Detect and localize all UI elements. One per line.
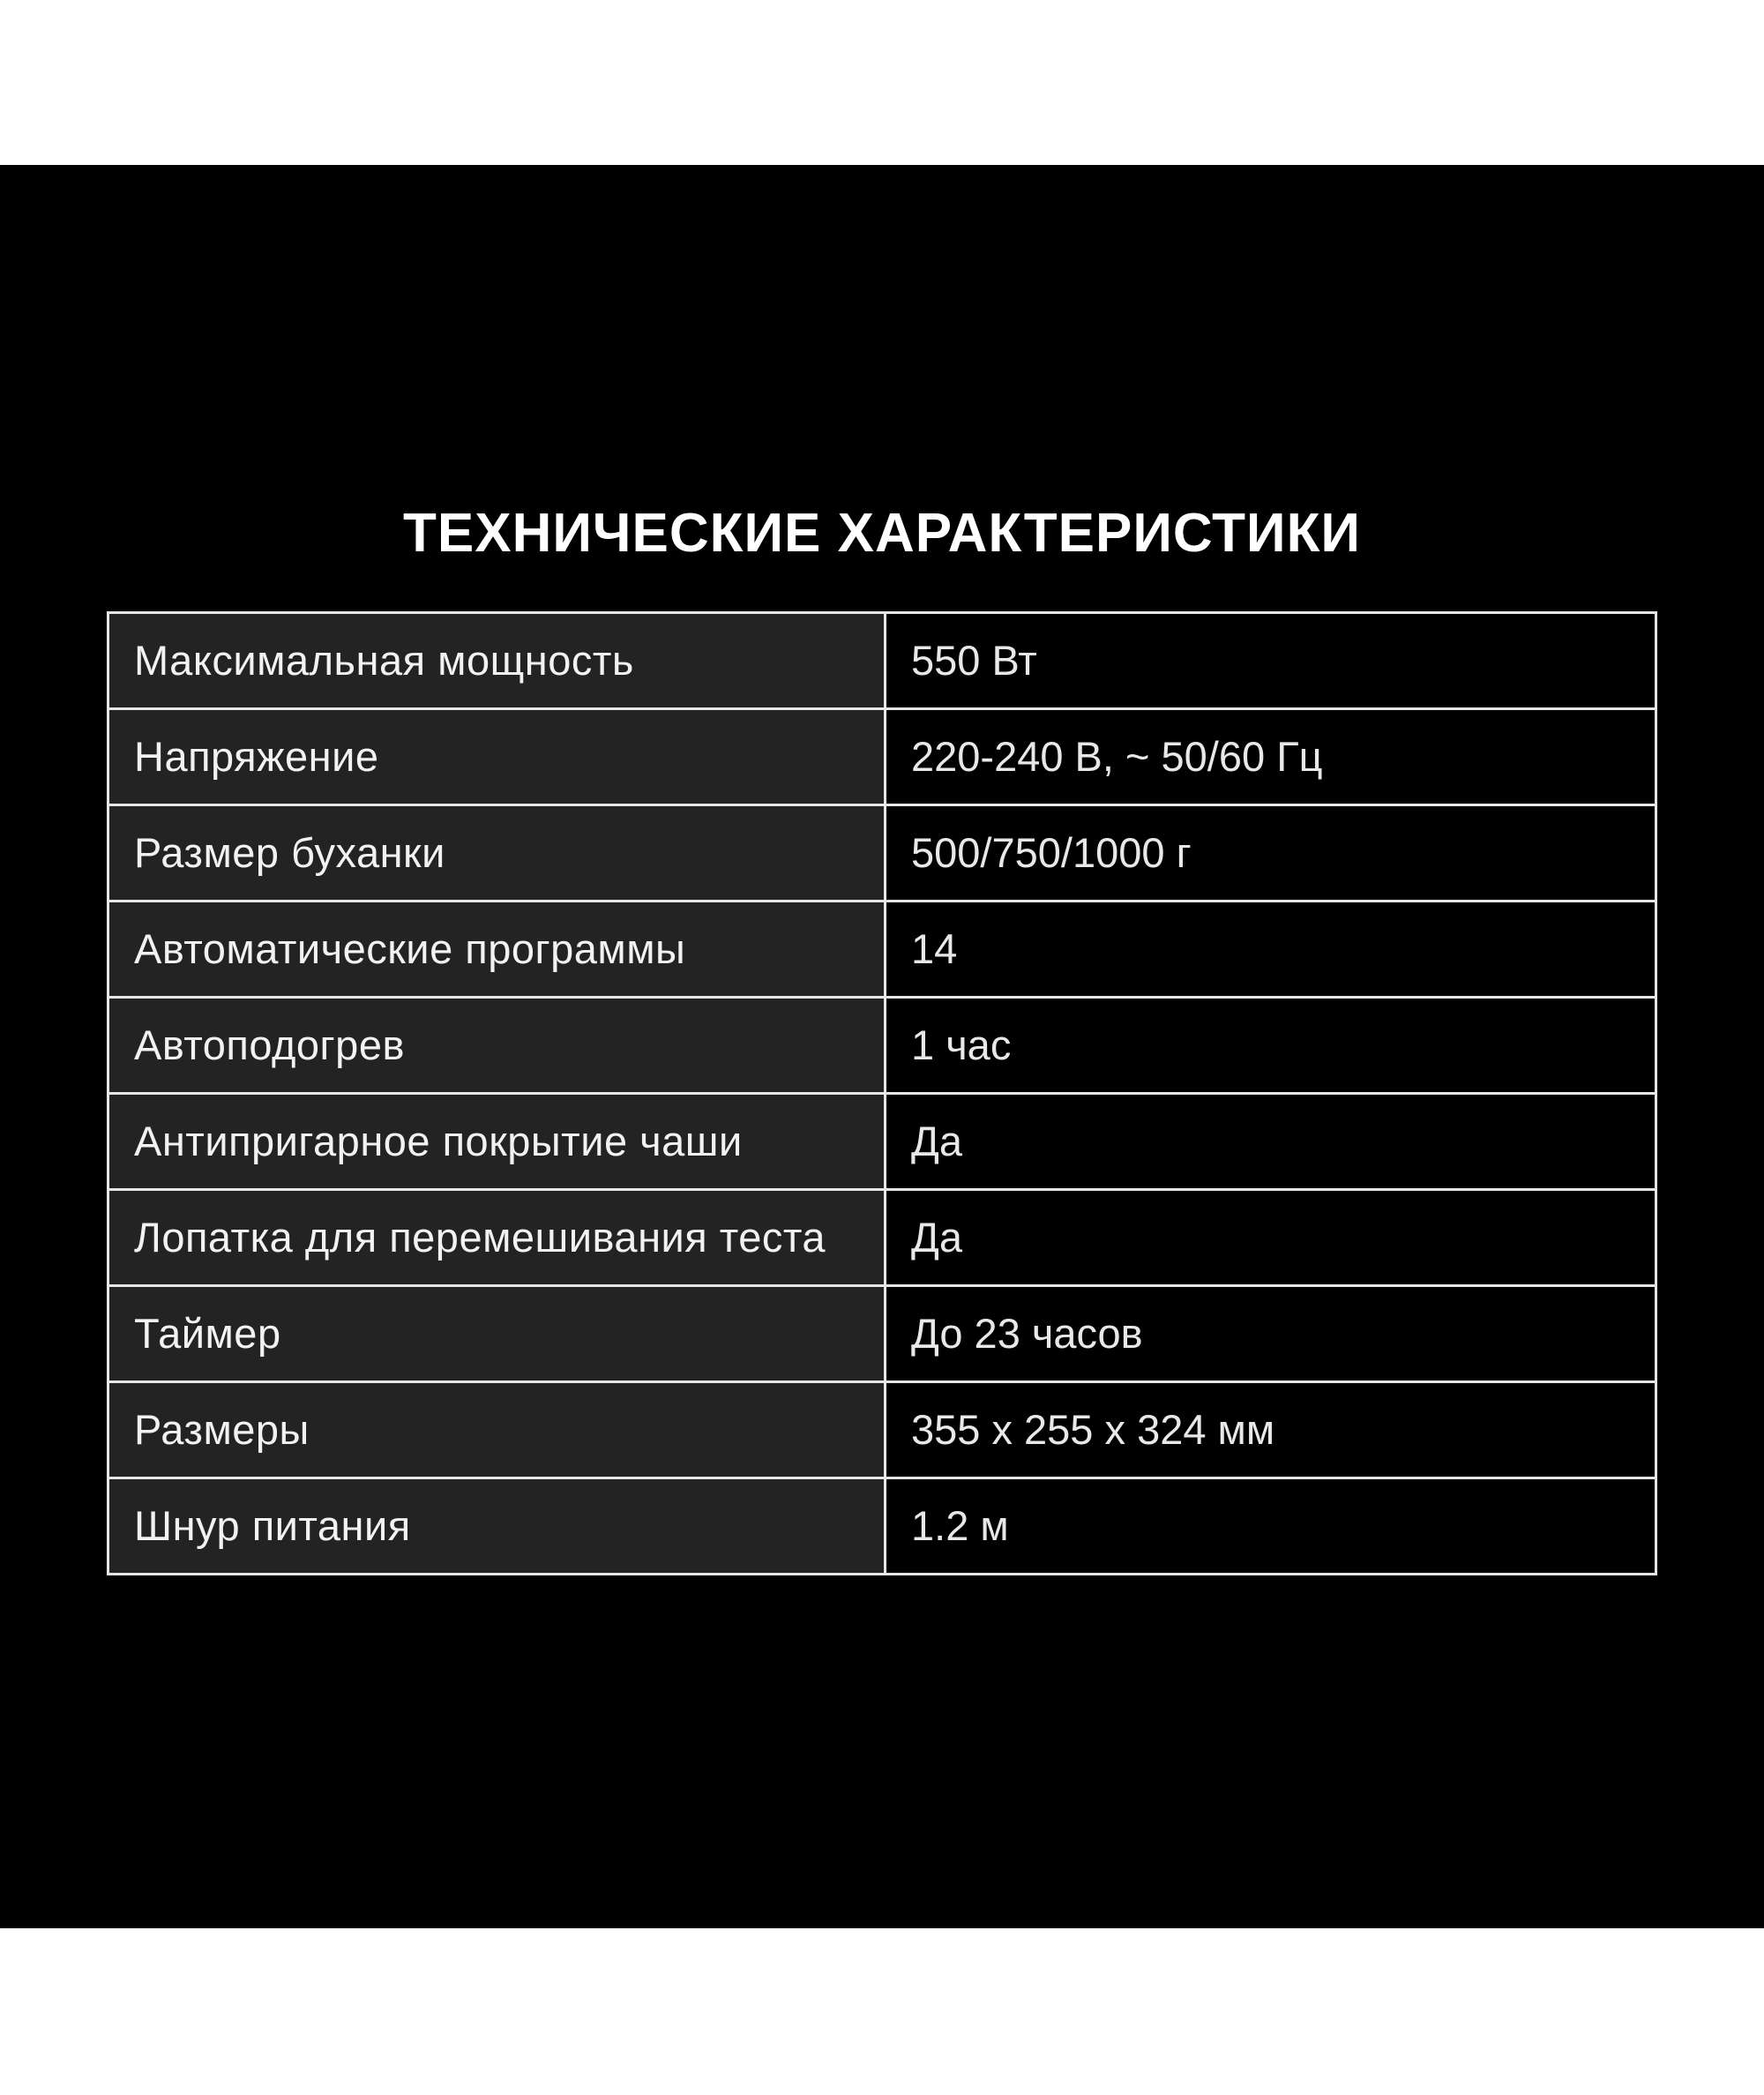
table-row — [108, 805, 1656, 902]
spec-label: Автоматические программы — [108, 902, 886, 998]
spec-label: Шнур питания — [108, 1478, 886, 1575]
spec-value: 220-240 В, ~ 50/60 Гц — [886, 709, 1656, 805]
spec-value: Да — [886, 1190, 1656, 1286]
table-row — [108, 1190, 1656, 1286]
spec-value: 1.2 м — [886, 1478, 1656, 1575]
spec-label: Размеры — [108, 1382, 886, 1478]
table-row — [108, 998, 1656, 1094]
top-white-band — [0, 0, 1764, 165]
spec-value: 500/750/1000 г — [886, 805, 1656, 902]
table-row — [108, 1094, 1656, 1190]
spec-label: Автоподогрев — [108, 998, 886, 1094]
table-row — [108, 902, 1656, 998]
spec-label: Размер буханки — [108, 805, 886, 902]
table-row — [108, 709, 1656, 805]
spec-label: Таймер — [108, 1286, 886, 1382]
table-row — [108, 613, 1656, 709]
table-row — [108, 1286, 1656, 1382]
spec-value: 355 x 255 x 324 мм — [886, 1382, 1656, 1478]
spec-table — [107, 611, 1657, 1575]
table-row — [108, 1382, 1656, 1478]
spec-value: До 23 часов — [886, 1286, 1656, 1382]
bottom-white-band — [0, 1928, 1764, 2095]
spec-value: 550 Вт — [886, 613, 1656, 709]
spec-label: Лопатка для перемешивания теста — [108, 1190, 886, 1286]
table-row — [108, 1478, 1656, 1575]
spec-value: 1 час — [886, 998, 1656, 1094]
spec-value: 14 — [886, 902, 1656, 998]
spec-label: Антипригарное покрытие чаши — [108, 1094, 886, 1190]
spec-label: Напряжение — [108, 709, 886, 805]
spec-label: Максимальная мощность — [108, 613, 886, 709]
spec-value: Да — [886, 1094, 1656, 1190]
page-title: ТЕХНИЧЕСКИЕ ХАРАКТЕРИСТИКИ — [403, 503, 1361, 564]
